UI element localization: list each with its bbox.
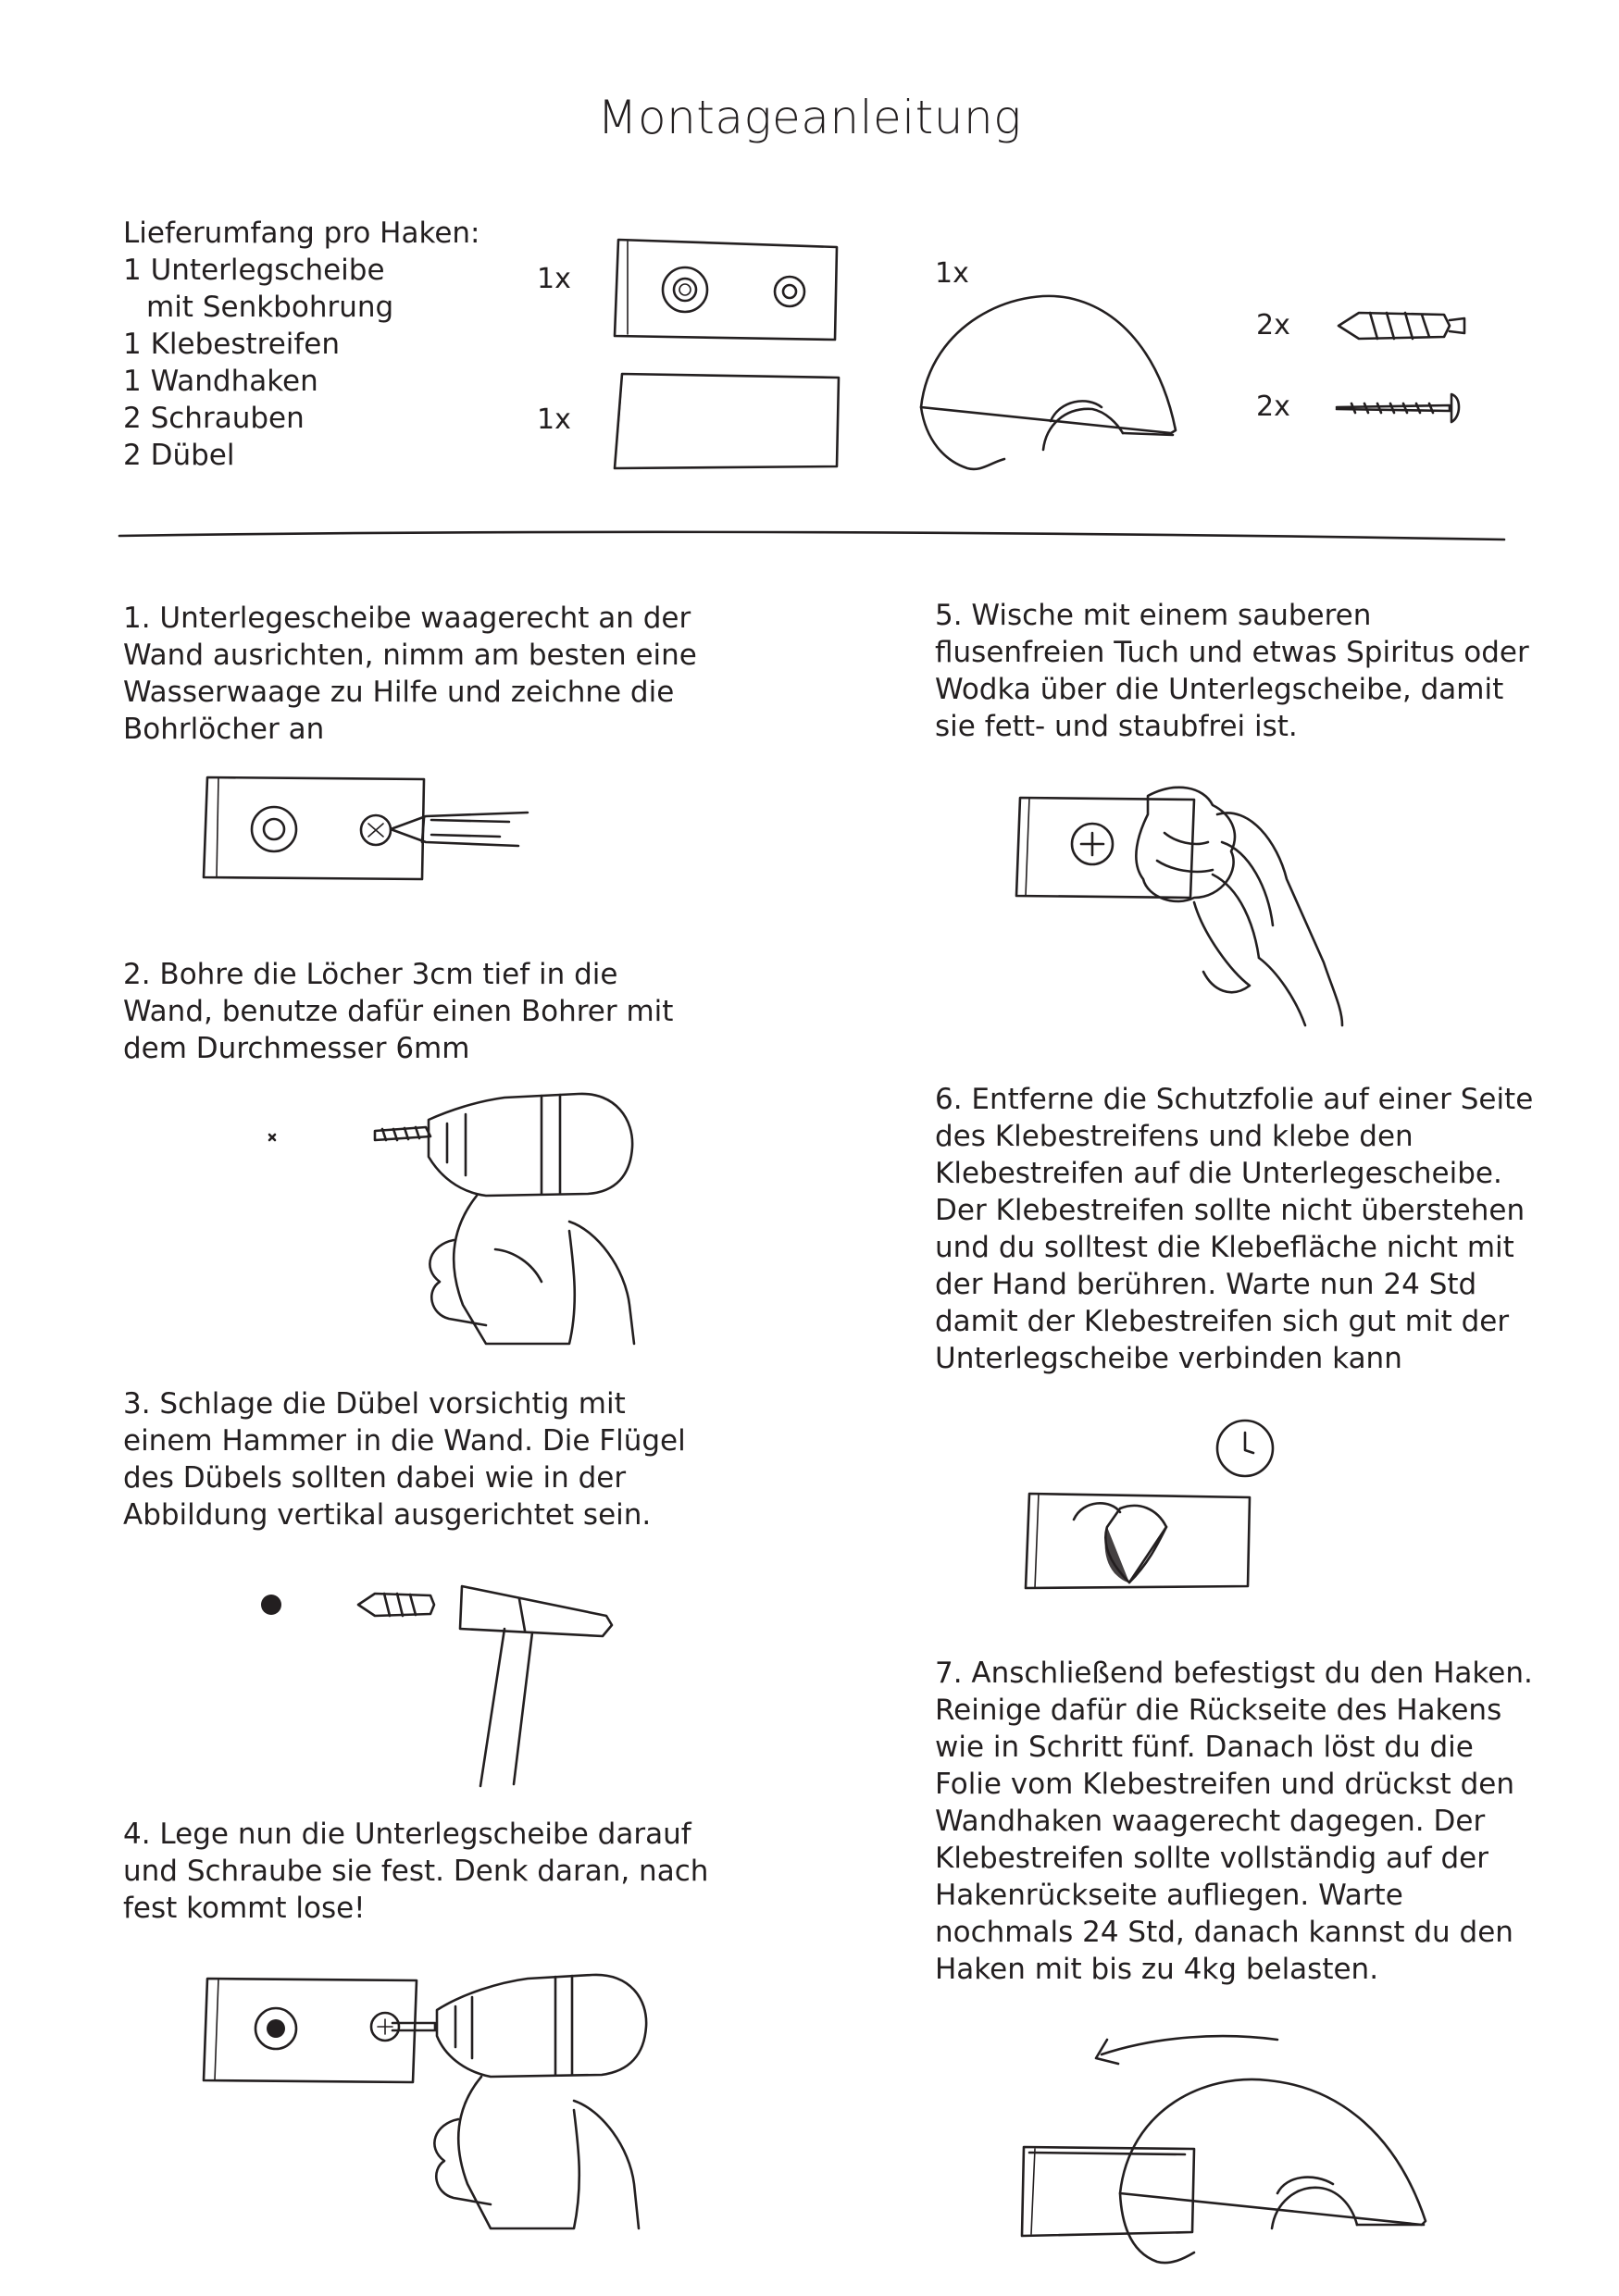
step-1-text: 1. Unterlegescheibe waagerecht an der Wand ausrichten, nimm am besten eine Wasserwaage zu Hilfe und zeichne die Bohrlöcher an [123, 602, 697, 746]
step-4-screw-illustration [194, 1962, 657, 2230]
step-2-text: 2. Bohre die Löcher 3cm tief in die Wand, benutze dafür einen Bohrer mit dem Durchmesser 6mm [123, 958, 674, 1065]
scope-item: 1 Klebestreifen [123, 328, 341, 361]
clock-icon [1213, 1416, 1277, 1481]
step-7-hook-illustration [1018, 2027, 1444, 2267]
step-3-hammer-illustration [255, 1564, 625, 1795]
washer-plate-illustration [611, 236, 842, 347]
adhesive-tape-illustration [611, 370, 842, 472]
qty-washer: 1x [537, 263, 571, 295]
scope-item: 1 Unterlegscheibe [123, 254, 385, 287]
scope-heading: Lieferumfang pro Haken: [123, 217, 480, 250]
scope-item: 2 Dübel [123, 439, 235, 472]
section-divider [116, 523, 1513, 551]
page-title: Montageanleitung [597, 91, 1022, 144]
qty-screws: 2x [1256, 391, 1290, 423]
step-2-drill-illustration [264, 1083, 653, 1347]
step-1-illustration [194, 768, 546, 888]
step-5-wipe-illustration [1009, 777, 1342, 1027]
scope-list [123, 215, 480, 474]
step-6-text: 6. Entferne die Schutzfolie auf einer Seite des Klebestreifens und klebe den Klebestreifen auf die Unterlegescheibe. Der Klebestreifen sollte nicht überstehen und du solltest die Klebefläche nicht mit der Hand berühren. Warte nun 24 Std damit der Klebestreifen sich gut mit der Unterlegscheibe verbinden kann [935, 1083, 1534, 1375]
screw-icon [1333, 387, 1472, 428]
step-5-text: 5. Wische mit einem sauberen flusenfreien Tuch und etwas Spiritus oder Wodka über die Unterlegscheibe, damit sie fett- und staubfrei ist. [935, 599, 1529, 743]
qty-tape: 1x [537, 403, 571, 436]
wall-anchor-icon [1333, 305, 1472, 347]
scope-item: mit Senkbohrung [146, 291, 394, 324]
step-6-tape-illustration [1018, 1481, 1259, 1596]
qty-anchors: 2x [1256, 309, 1290, 341]
scope-item: 2 Schrauben [123, 402, 305, 435]
step-3-text: 3. Schlage die Dübel vorsichtig mit einem Hammer in die Wand. Die Flügel des Dübels sollten dabei wie in der Abbildung vertikal ausgerichtet sein. [123, 1387, 686, 1532]
step-4-text: 4. Lege nun die Unterlegscheibe darauf und Schraube sie fest. Denk daran, nach fest kommt lose! [123, 1818, 709, 1925]
scope-item: 1 Wandhaken [123, 365, 318, 398]
qty-hook: 1x [935, 257, 969, 290]
wall-hook-illustration [912, 278, 1180, 477]
step-7-text: 7. Anschließend befestigst du den Haken. Reinige dafür die Rückseite des Hakens wie in Schritt fünf. Danach löst du die Folie vom Klebestreifen und drückst den Wandhaken waagerecht dagegen. Der Klebestreifen sollte vollständig auf der Hakenrückseite aufliegen. Warte nochmals 24 Std, danach kannst du den Haken mit bis zu 4kg belasten. [935, 1657, 1533, 1986]
